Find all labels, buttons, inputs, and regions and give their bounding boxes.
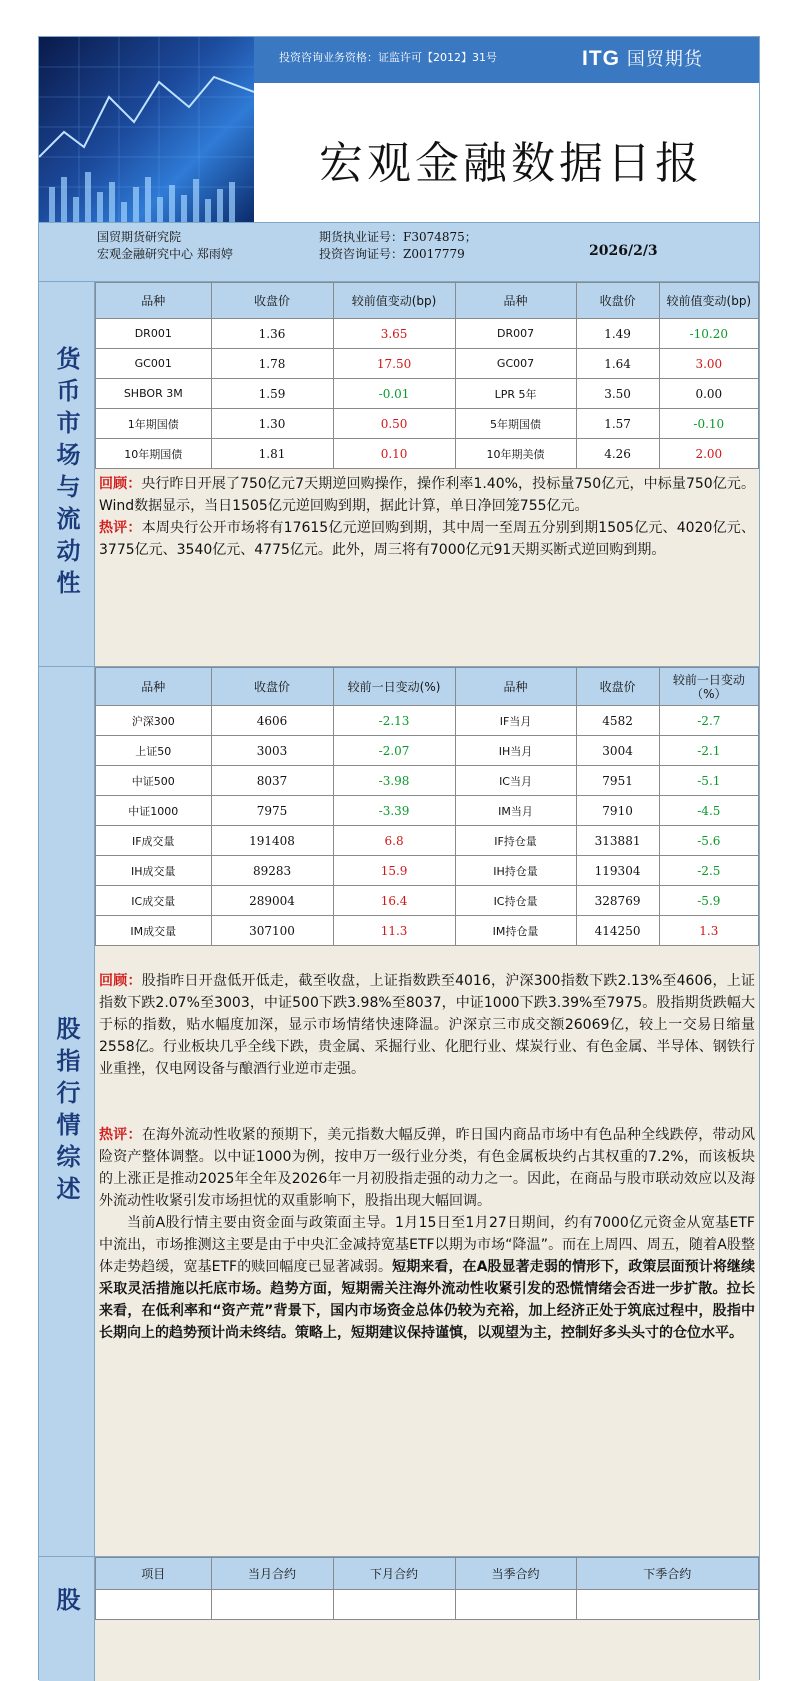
money-market-table (95, 282, 759, 469)
review-label: 回顾： (99, 476, 142, 492)
table-row: 中证1000 7975 -3.39 IM当月 7910 -4.5 (96, 796, 759, 826)
table-row (96, 1590, 759, 1620)
report-title: 宏观金融数据日报 (319, 138, 703, 189)
table-row: 10年期国债 1.81 0.10 10年期美债 4.26 2.00 (96, 439, 759, 469)
table-row: 1年期国债 1.30 0.50 5年期国债 1.57 -0.10 (96, 409, 759, 439)
report-frame (38, 36, 760, 1680)
section-label-third: 股 (39, 1557, 95, 1681)
contract-table (95, 1557, 759, 1620)
futures-license: 期货执业证号：F3074875； (319, 230, 477, 244)
stock-commentary (95, 946, 759, 1344)
table-row: SHBOR 3M 1.59 -0.01 LPR 5年 3.50 0.00 (96, 379, 759, 409)
comment-label: 热评： (99, 520, 142, 536)
stock-index-section (95, 667, 759, 1557)
table-row: IM成交量 307100 11.3 IM持仓量 414250 1.3 (96, 916, 759, 946)
company-logo (582, 45, 703, 71)
comment-label: 热评： (99, 1127, 142, 1143)
table-row: IH成交量 89283 15.9 IH持仓量 119304 -2.5 (96, 856, 759, 886)
section-label-stock: 股指行情综述 (39, 667, 95, 1557)
table-row: IC成交量 289004 16.4 IC持仓量 328769 -5.9 (96, 886, 759, 916)
table-row: 上证50 3003 -2.07 IH当月 3004 -2.1 (96, 736, 759, 766)
logo-cn: 国贸期货 (626, 49, 703, 69)
report-meta (39, 222, 759, 282)
analyst-license (319, 229, 477, 263)
finance-chart-image (39, 37, 254, 222)
contract-section (95, 1557, 759, 1681)
section-label-money: 货币市场与流动性 (39, 282, 95, 667)
review-label: 回顾： (99, 973, 142, 989)
comment-text: 本周央行公开市场将有17615亿元逆回购到期，其中周一至周五分别到期1505亿元、4020亿元、3775亿元、3540亿元、4775亿元。此外，周三将有7000亿元91天期买断式逆回购到期。 (99, 520, 756, 558)
table-header-row: 品种 收盘价 较前值变动(bp) 品种 收盘价 较前值变动(bp) (96, 283, 759, 319)
table-row: DR001 1.36 3.65 DR007 1.49 -10.20 (96, 319, 759, 349)
review-text: 股指昨日开盘低开低走，截至收盘，上证指数跌至4016，沪深300指数下跌2.13%至4606，上证指数下跌2.07%至3003，中证500下跌3.98%至8037，中证1000下跌3.39%至7975。股指期货跌幅大于标的指数，贴水幅度加深，显示市场情绪快速降温。沪深京三市成交额26069亿，较上一交易日缩量2558亿。行业板块几乎全线下跌，贵金属、采掘行业、化肥行业、煤炭行业、有色金属、半导体、钢铁行业重挫，仅电网设备与酿酒行业逆市走强。 (99, 973, 755, 1077)
money-commentary (95, 469, 759, 561)
table-header-row: 项目 当月合约 下月合约 当季合约 下季合约 (96, 1558, 759, 1590)
comment-text: 在海外流动性收紧的预期下，美元指数大幅反弹，昨日国内商品市场中有色品种全线跌停，带动风险资产整体调整。以中证1000为例，按申万一级行业分类，有色金属板块约占其权重的7.2%，而该板块的上涨正是推动2025年全年及2026年一月初股指走强的动力之一。因此，在商品与股市联动效应以及海外流动性收紧引发市场担忧的双重影响下，股指出现大幅回调。 (99, 1127, 756, 1209)
logo-en: ITG (582, 47, 620, 70)
report-date: 2026/2/3 (589, 243, 658, 259)
table-row: GC001 1.78 17.50 GC007 1.64 3.00 (96, 349, 759, 379)
institute-info (97, 229, 233, 263)
analyst-name: 宏观金融研究中心 郑雨婷 (97, 247, 233, 261)
table-row: IF成交量 191408 6.8 IF持仓量 313881 -5.6 (96, 826, 759, 856)
table-header-row: 品种 收盘价 较前一日变动(%) 品种 收盘价 较前一日变动（%） (96, 668, 759, 706)
money-market-section (95, 282, 759, 667)
review-text: 央行昨日开展了750亿元7天期逆回购操作，操作利率1.40%，投标量750亿元，中标量750亿元。Wind数据显示，当日1505亿元逆回购到期，据此计算，单日净回笼755亿元。 (99, 476, 756, 514)
license-text: 投资咨询业务资格：证监许可【2012】31号 (279, 51, 497, 64)
table-row: 中证500 8037 -3.98 IC当月 7951 -5.1 (96, 766, 759, 796)
para2-text: 当前A股行情主要由资金面与政策面主导。1月15日至1月27日期间，约有7000亿元资金从宽基ETF中流出，市场推测这主要是由于中央汇金减持宽基ETF以期为市场“降温”。而在上周四、周五，随着A股整体走势趋缓，宽基ETF的赎回幅度已显著减弱。 (99, 1215, 755, 1275)
consult-license: 投资咨询证号：Z0017779 (319, 247, 465, 261)
para2-bold-text: 短期来看，在A股显著走弱的情形下，政策层面预计将继续采取灵活措施以托底市场。趋势方面，短期需关注海外流动性收紧引发的恐慌情绪会否进一步扩散。拉长来看，在低利率和“资产荒”背景下，国内市场资金总体仍较为充裕，加上经济正处于筑底过程中，股指中长期向上的趋势预计尚未终结。策略上，短期建议保持谨慎，以观望为主，控制好多头头寸的仓位水平。 (99, 1259, 756, 1341)
table-row: 沪深300 4606 -2.13 IF当月 4582 -2.7 (96, 706, 759, 736)
stock-index-table (95, 667, 759, 946)
report-banner (39, 37, 759, 222)
institute-name: 国贸期货研究院 (97, 230, 182, 244)
